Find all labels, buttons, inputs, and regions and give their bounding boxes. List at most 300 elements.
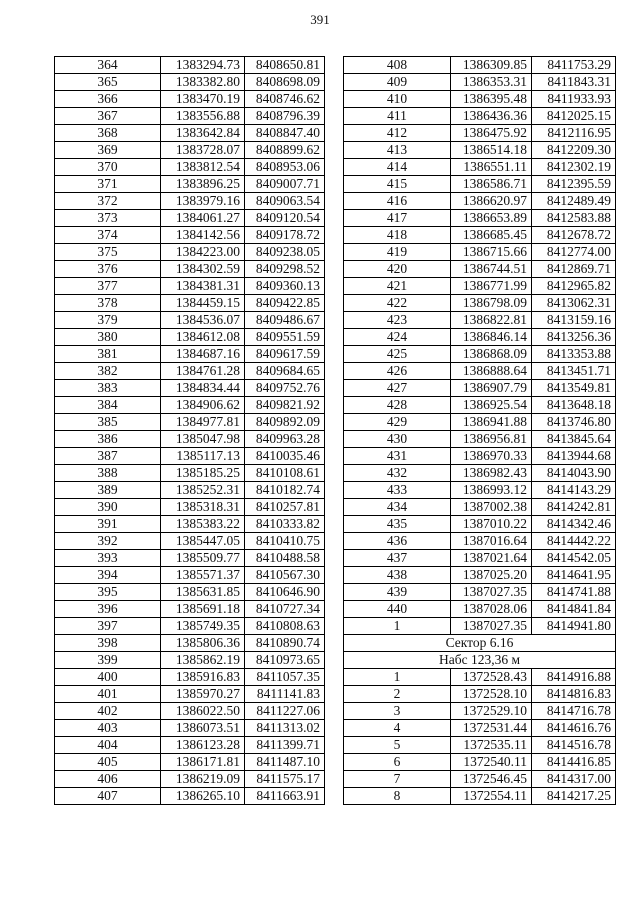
coord-y-cell: 8414143.29: [532, 482, 616, 499]
coord-y-cell: 8410808.63: [245, 618, 325, 635]
point-number-cell: 371: [55, 176, 161, 193]
point-number-cell: 437: [344, 550, 451, 567]
coord-x-cell: 1385117.13: [161, 448, 245, 465]
coord-x-cell: 1385631.85: [161, 584, 245, 601]
table-row: [344, 380, 616, 397]
point-number-cell: 366: [55, 91, 161, 108]
table-row: [344, 210, 616, 227]
coord-y-cell: 8412116.95: [532, 125, 616, 142]
coord-y-cell: 8414043.90: [532, 465, 616, 482]
coord-y-cell: 8408953.06: [245, 159, 325, 176]
point-number-cell: 436: [344, 533, 451, 550]
coord-y-cell: 8409120.54: [245, 210, 325, 227]
table-row: [344, 278, 616, 295]
coord-x-cell: 1385862.19: [161, 652, 245, 669]
point-number-cell: 399: [55, 652, 161, 669]
coord-y-cell: 8414641.95: [532, 567, 616, 584]
coord-x-cell: 1386993.12: [451, 482, 532, 499]
coord-y-cell: 8414442.22: [532, 533, 616, 550]
table-row: [344, 414, 616, 431]
table-row: [55, 397, 325, 414]
point-number-cell: 2: [344, 686, 451, 703]
coord-y-cell: 8409892.09: [245, 414, 325, 431]
coord-y-cell: 8414616.76: [532, 720, 616, 737]
coord-x-cell: 1383294.73: [161, 57, 245, 74]
table-row: [344, 686, 616, 703]
coord-y-cell: 8414516.78: [532, 737, 616, 754]
table-row: [55, 414, 325, 431]
point-number-cell: 374: [55, 227, 161, 244]
coord-x-cell: 1386436.36: [451, 108, 532, 125]
table-row: [344, 448, 616, 465]
table-row: [344, 244, 616, 261]
point-number-cell: 406: [55, 771, 161, 788]
table-row: [55, 771, 325, 788]
table-row: [344, 397, 616, 414]
point-number-cell: 385: [55, 414, 161, 431]
table-row: [344, 295, 616, 312]
point-number-cell: 440: [344, 601, 451, 618]
table-row: [55, 193, 325, 210]
table-row: [55, 91, 325, 108]
coord-y-cell: 8413451.71: [532, 363, 616, 380]
coord-y-cell: 8410035.46: [245, 448, 325, 465]
coord-x-cell: 1387021.64: [451, 550, 532, 567]
coord-x-cell: 1386219.09: [161, 771, 245, 788]
coord-x-cell: 1386395.48: [451, 91, 532, 108]
table-row: [344, 74, 616, 91]
point-number-cell: 398: [55, 635, 161, 652]
table-row: [344, 142, 616, 159]
coord-y-cell: 8412395.59: [532, 176, 616, 193]
coord-x-cell: 1383896.25: [161, 176, 245, 193]
coord-y-cell: 8409752.76: [245, 380, 325, 397]
table-row: [55, 567, 325, 584]
table-row: [55, 227, 325, 244]
point-number-cell: 404: [55, 737, 161, 754]
coord-x-cell: 1386771.99: [451, 278, 532, 295]
table-row: [344, 516, 616, 533]
table-row: [55, 261, 325, 278]
table-row: [55, 448, 325, 465]
point-number-cell: 425: [344, 346, 451, 363]
coord-x-cell: 1386941.88: [451, 414, 532, 431]
coordinates-table-left: [54, 56, 325, 805]
coord-y-cell: 8410410.75: [245, 533, 325, 550]
coord-x-cell: 1386715.66: [451, 244, 532, 261]
point-number-cell: 415: [344, 176, 451, 193]
table-row: [55, 159, 325, 176]
coord-x-cell: 1385383.22: [161, 516, 245, 533]
coord-y-cell: 8414416.85: [532, 754, 616, 771]
table-row: [55, 57, 325, 74]
point-number-cell: 389: [55, 482, 161, 499]
point-number-cell: 407: [55, 788, 161, 805]
coord-x-cell: 1386353.31: [451, 74, 532, 91]
table-row: [344, 465, 616, 482]
coord-x-cell: 1383979.16: [161, 193, 245, 210]
table-row: [344, 482, 616, 499]
coord-y-cell: 8411575.17: [245, 771, 325, 788]
table-row: [344, 754, 616, 771]
point-number-cell: 380: [55, 329, 161, 346]
coord-x-cell: 1385047.98: [161, 431, 245, 448]
point-number-cell: 1: [344, 669, 451, 686]
coord-x-cell: 1385691.18: [161, 601, 245, 618]
coordinates-table-right: [343, 56, 616, 805]
coord-x-cell: 1386514.18: [451, 142, 532, 159]
coord-x-cell: 1386653.89: [451, 210, 532, 227]
coord-x-cell: 1386475.92: [451, 125, 532, 142]
table-row: [344, 176, 616, 193]
point-number-cell: 424: [344, 329, 451, 346]
coord-y-cell: 8409551.59: [245, 329, 325, 346]
table-row: [55, 584, 325, 601]
table-row: [344, 584, 616, 601]
coord-x-cell: 1384834.44: [161, 380, 245, 397]
point-number-cell: 412: [344, 125, 451, 142]
coord-x-cell: 1386907.79: [451, 380, 532, 397]
coord-y-cell: 8413159.16: [532, 312, 616, 329]
coord-y-cell: 8412302.19: [532, 159, 616, 176]
point-number-cell: 365: [55, 74, 161, 91]
coord-y-cell: 8414941.80: [532, 618, 616, 635]
point-number-cell: 428: [344, 397, 451, 414]
table-row: [55, 618, 325, 635]
coord-x-cell: 1386171.81: [161, 754, 245, 771]
point-number-cell: 364: [55, 57, 161, 74]
coord-x-cell: 1386956.81: [451, 431, 532, 448]
coord-y-cell: 8412209.30: [532, 142, 616, 159]
coord-y-cell: 8413746.80: [532, 414, 616, 431]
point-number-cell: 377: [55, 278, 161, 295]
coord-y-cell: 8413549.81: [532, 380, 616, 397]
sector-subtitle: Набс 123,36 м: [344, 652, 616, 669]
coord-x-cell: 1372528.10: [451, 686, 532, 703]
point-number-cell: 391: [55, 516, 161, 533]
coord-y-cell: 8411399.71: [245, 737, 325, 754]
table-row: [344, 533, 616, 550]
coord-x-cell: 1383556.88: [161, 108, 245, 125]
point-number-cell: 429: [344, 414, 451, 431]
point-number-cell: 7: [344, 771, 451, 788]
table-row: [55, 176, 325, 193]
coord-y-cell: 8408650.81: [245, 57, 325, 74]
point-number-cell: 1: [344, 618, 451, 635]
table-row: [55, 431, 325, 448]
table-row: [344, 329, 616, 346]
table-row: [55, 125, 325, 142]
table-row: [344, 550, 616, 567]
coord-x-cell: 1385509.77: [161, 550, 245, 567]
coord-y-cell: 8408746.62: [245, 91, 325, 108]
point-number-cell: 370: [55, 159, 161, 176]
coord-y-cell: 8410567.30: [245, 567, 325, 584]
coord-y-cell: 8409422.85: [245, 295, 325, 312]
table-row: [344, 618, 616, 635]
point-number-cell: 430: [344, 431, 451, 448]
point-number-cell: 423: [344, 312, 451, 329]
point-number-cell: 395: [55, 584, 161, 601]
coord-y-cell: 8413353.88: [532, 346, 616, 363]
table-row: [344, 57, 616, 74]
table-row: [344, 788, 616, 805]
point-number-cell: 410: [344, 91, 451, 108]
table-row: [55, 244, 325, 261]
table-row: [55, 652, 325, 669]
coord-x-cell: 1385318.31: [161, 499, 245, 516]
coord-x-cell: 1386744.51: [451, 261, 532, 278]
coord-x-cell: 1372546.45: [451, 771, 532, 788]
point-number-cell: 387: [55, 448, 161, 465]
coord-x-cell: 1386868.09: [451, 346, 532, 363]
point-number-cell: 422: [344, 295, 451, 312]
point-number-cell: 417: [344, 210, 451, 227]
coord-y-cell: 8411141.83: [245, 686, 325, 703]
table-row: [344, 669, 616, 686]
point-number-cell: 409: [344, 74, 451, 91]
sector-subtitle-row: [344, 652, 616, 669]
coord-y-cell: 8409238.05: [245, 244, 325, 261]
point-number-cell: 382: [55, 363, 161, 380]
table-row: [344, 720, 616, 737]
coord-y-cell: 8412774.00: [532, 244, 616, 261]
coord-y-cell: 8409821.92: [245, 397, 325, 414]
coord-x-cell: 1384906.62: [161, 397, 245, 414]
point-number-cell: 413: [344, 142, 451, 159]
coord-y-cell: 8414217.25: [532, 788, 616, 805]
point-number-cell: 400: [55, 669, 161, 686]
point-number-cell: 3: [344, 703, 451, 720]
point-number-cell: 396: [55, 601, 161, 618]
coord-x-cell: 1372529.10: [451, 703, 532, 720]
table-row: [55, 499, 325, 516]
coord-y-cell: 8409684.65: [245, 363, 325, 380]
coord-y-cell: 8414317.00: [532, 771, 616, 788]
point-number-cell: 439: [344, 584, 451, 601]
point-number-cell: 369: [55, 142, 161, 159]
coord-x-cell: 1385970.27: [161, 686, 245, 703]
coord-x-cell: 1384381.31: [161, 278, 245, 295]
coord-y-cell: 8413944.68: [532, 448, 616, 465]
coord-x-cell: 1387027.35: [451, 618, 532, 635]
table-row: [344, 125, 616, 142]
coord-x-cell: 1386982.43: [451, 465, 532, 482]
coord-y-cell: 8412869.71: [532, 261, 616, 278]
point-number-cell: 397: [55, 618, 161, 635]
coord-y-cell: 8411227.06: [245, 703, 325, 720]
coord-y-cell: 8410488.58: [245, 550, 325, 567]
coord-y-cell: 8410973.65: [245, 652, 325, 669]
table-row: [55, 669, 325, 686]
coord-x-cell: 1386123.28: [161, 737, 245, 754]
coord-x-cell: 1387025.20: [451, 567, 532, 584]
table-row: [55, 703, 325, 720]
coord-y-cell: 8414242.81: [532, 499, 616, 516]
point-number-cell: 384: [55, 397, 161, 414]
point-number-cell: 381: [55, 346, 161, 363]
point-number-cell: 438: [344, 567, 451, 584]
coord-x-cell: 1372528.43: [451, 669, 532, 686]
coord-y-cell: 8409298.52: [245, 261, 325, 278]
coord-y-cell: 8409007.71: [245, 176, 325, 193]
coord-x-cell: 1384977.81: [161, 414, 245, 431]
coord-x-cell: 1385447.05: [161, 533, 245, 550]
table-row: [55, 788, 325, 805]
coord-x-cell: 1387016.64: [451, 533, 532, 550]
coord-x-cell: 1387027.35: [451, 584, 532, 601]
coord-y-cell: 8414916.88: [532, 669, 616, 686]
coord-y-cell: 8411313.02: [245, 720, 325, 737]
coord-x-cell: 1387002.38: [451, 499, 532, 516]
coord-x-cell: 1372554.11: [451, 788, 532, 805]
coord-y-cell: 8414841.84: [532, 601, 616, 618]
coord-y-cell: 8409963.28: [245, 431, 325, 448]
table-row: [55, 363, 325, 380]
coord-x-cell: 1372531.44: [451, 720, 532, 737]
coord-y-cell: 8410257.81: [245, 499, 325, 516]
table-row: [55, 295, 325, 312]
coord-y-cell: 8412678.72: [532, 227, 616, 244]
table-row: [344, 227, 616, 244]
coord-x-cell: 1385749.35: [161, 618, 245, 635]
coord-x-cell: 1384142.56: [161, 227, 245, 244]
table-row: [344, 703, 616, 720]
coord-x-cell: 1384761.28: [161, 363, 245, 380]
coord-x-cell: 1383642.84: [161, 125, 245, 142]
coord-x-cell: 1372540.11: [451, 754, 532, 771]
coord-x-cell: 1384687.16: [161, 346, 245, 363]
table-row: [344, 193, 616, 210]
table-row: [55, 329, 325, 346]
point-number-cell: 372: [55, 193, 161, 210]
point-number-cell: 435: [344, 516, 451, 533]
coord-x-cell: 1386586.71: [451, 176, 532, 193]
coord-y-cell: 8410182.74: [245, 482, 325, 499]
point-number-cell: 433: [344, 482, 451, 499]
point-number-cell: 6: [344, 754, 451, 771]
coord-x-cell: 1386798.09: [451, 295, 532, 312]
point-number-cell: 416: [344, 193, 451, 210]
coord-x-cell: 1385571.37: [161, 567, 245, 584]
coord-y-cell: 8412489.49: [532, 193, 616, 210]
table-row: [55, 686, 325, 703]
point-number-cell: 434: [344, 499, 451, 516]
table-row: [55, 635, 325, 652]
coord-y-cell: 8412583.88: [532, 210, 616, 227]
table-row: [344, 363, 616, 380]
coord-y-cell: 8410646.90: [245, 584, 325, 601]
coord-x-cell: 1386022.50: [161, 703, 245, 720]
table-row: [55, 380, 325, 397]
table-row: [344, 108, 616, 125]
point-number-cell: 8: [344, 788, 451, 805]
point-number-cell: 386: [55, 431, 161, 448]
coord-y-cell: 8411057.35: [245, 669, 325, 686]
coord-y-cell: 8414741.88: [532, 584, 616, 601]
point-number-cell: 408: [344, 57, 451, 74]
point-number-cell: 405: [55, 754, 161, 771]
point-number-cell: 411: [344, 108, 451, 125]
coord-y-cell: 8412025.15: [532, 108, 616, 125]
point-number-cell: 427: [344, 380, 451, 397]
coord-y-cell: 8409178.72: [245, 227, 325, 244]
coord-y-cell: 8410333.82: [245, 516, 325, 533]
table-row: [55, 550, 325, 567]
point-number-cell: 373: [55, 210, 161, 227]
point-number-cell: 414: [344, 159, 451, 176]
table-row: [55, 737, 325, 754]
point-number-cell: 390: [55, 499, 161, 516]
point-number-cell: 421: [344, 278, 451, 295]
sector-title: Сектор 6.16: [344, 635, 616, 652]
coord-x-cell: 1386888.64: [451, 363, 532, 380]
table-row: [55, 533, 325, 550]
coord-x-cell: 1383382.80: [161, 74, 245, 91]
coord-y-cell: 8409360.13: [245, 278, 325, 295]
table-row: [55, 346, 325, 363]
point-number-cell: 403: [55, 720, 161, 737]
point-number-cell: 378: [55, 295, 161, 312]
point-number-cell: 394: [55, 567, 161, 584]
point-number-cell: 5: [344, 737, 451, 754]
coord-x-cell: 1384223.00: [161, 244, 245, 261]
coord-y-cell: 8410890.74: [245, 635, 325, 652]
table-row: [55, 108, 325, 125]
coord-x-cell: 1385185.25: [161, 465, 245, 482]
coord-y-cell: 8413845.64: [532, 431, 616, 448]
point-number-cell: 368: [55, 125, 161, 142]
point-number-cell: 375: [55, 244, 161, 261]
table-row: [55, 516, 325, 533]
coord-y-cell: 8413256.36: [532, 329, 616, 346]
page-number: 391: [310, 12, 330, 27]
coord-y-cell: 8411487.10: [245, 754, 325, 771]
coord-x-cell: 1386822.81: [451, 312, 532, 329]
coord-y-cell: 8411663.91: [245, 788, 325, 805]
coord-x-cell: 1387028.06: [451, 601, 532, 618]
coord-y-cell: 8408796.39: [245, 108, 325, 125]
coord-y-cell: 8411843.31: [532, 74, 616, 91]
point-number-cell: 376: [55, 261, 161, 278]
table-row: [55, 312, 325, 329]
point-number-cell: 392: [55, 533, 161, 550]
coord-y-cell: 8412965.82: [532, 278, 616, 295]
table-row: [344, 771, 616, 788]
coord-x-cell: 1386309.85: [451, 57, 532, 74]
table-row: [55, 278, 325, 295]
coord-x-cell: 1372535.11: [451, 737, 532, 754]
coord-x-cell: 1386685.45: [451, 227, 532, 244]
coord-y-cell: 8408847.40: [245, 125, 325, 142]
coord-y-cell: 8411753.29: [532, 57, 616, 74]
coord-y-cell: 8410108.61: [245, 465, 325, 482]
coord-x-cell: 1386073.51: [161, 720, 245, 737]
coord-x-cell: 1386265.10: [161, 788, 245, 805]
coord-x-cell: 1385252.31: [161, 482, 245, 499]
coord-x-cell: 1387010.22: [451, 516, 532, 533]
table-row: [344, 737, 616, 754]
table-row: [55, 754, 325, 771]
coord-x-cell: 1385806.36: [161, 635, 245, 652]
sector-title-row: [344, 635, 616, 652]
point-number-cell: 419: [344, 244, 451, 261]
coord-x-cell: 1383812.54: [161, 159, 245, 176]
point-number-cell: 388: [55, 465, 161, 482]
coord-y-cell: 8408698.09: [245, 74, 325, 91]
coord-y-cell: 8413062.31: [532, 295, 616, 312]
coord-y-cell: 8408899.62: [245, 142, 325, 159]
